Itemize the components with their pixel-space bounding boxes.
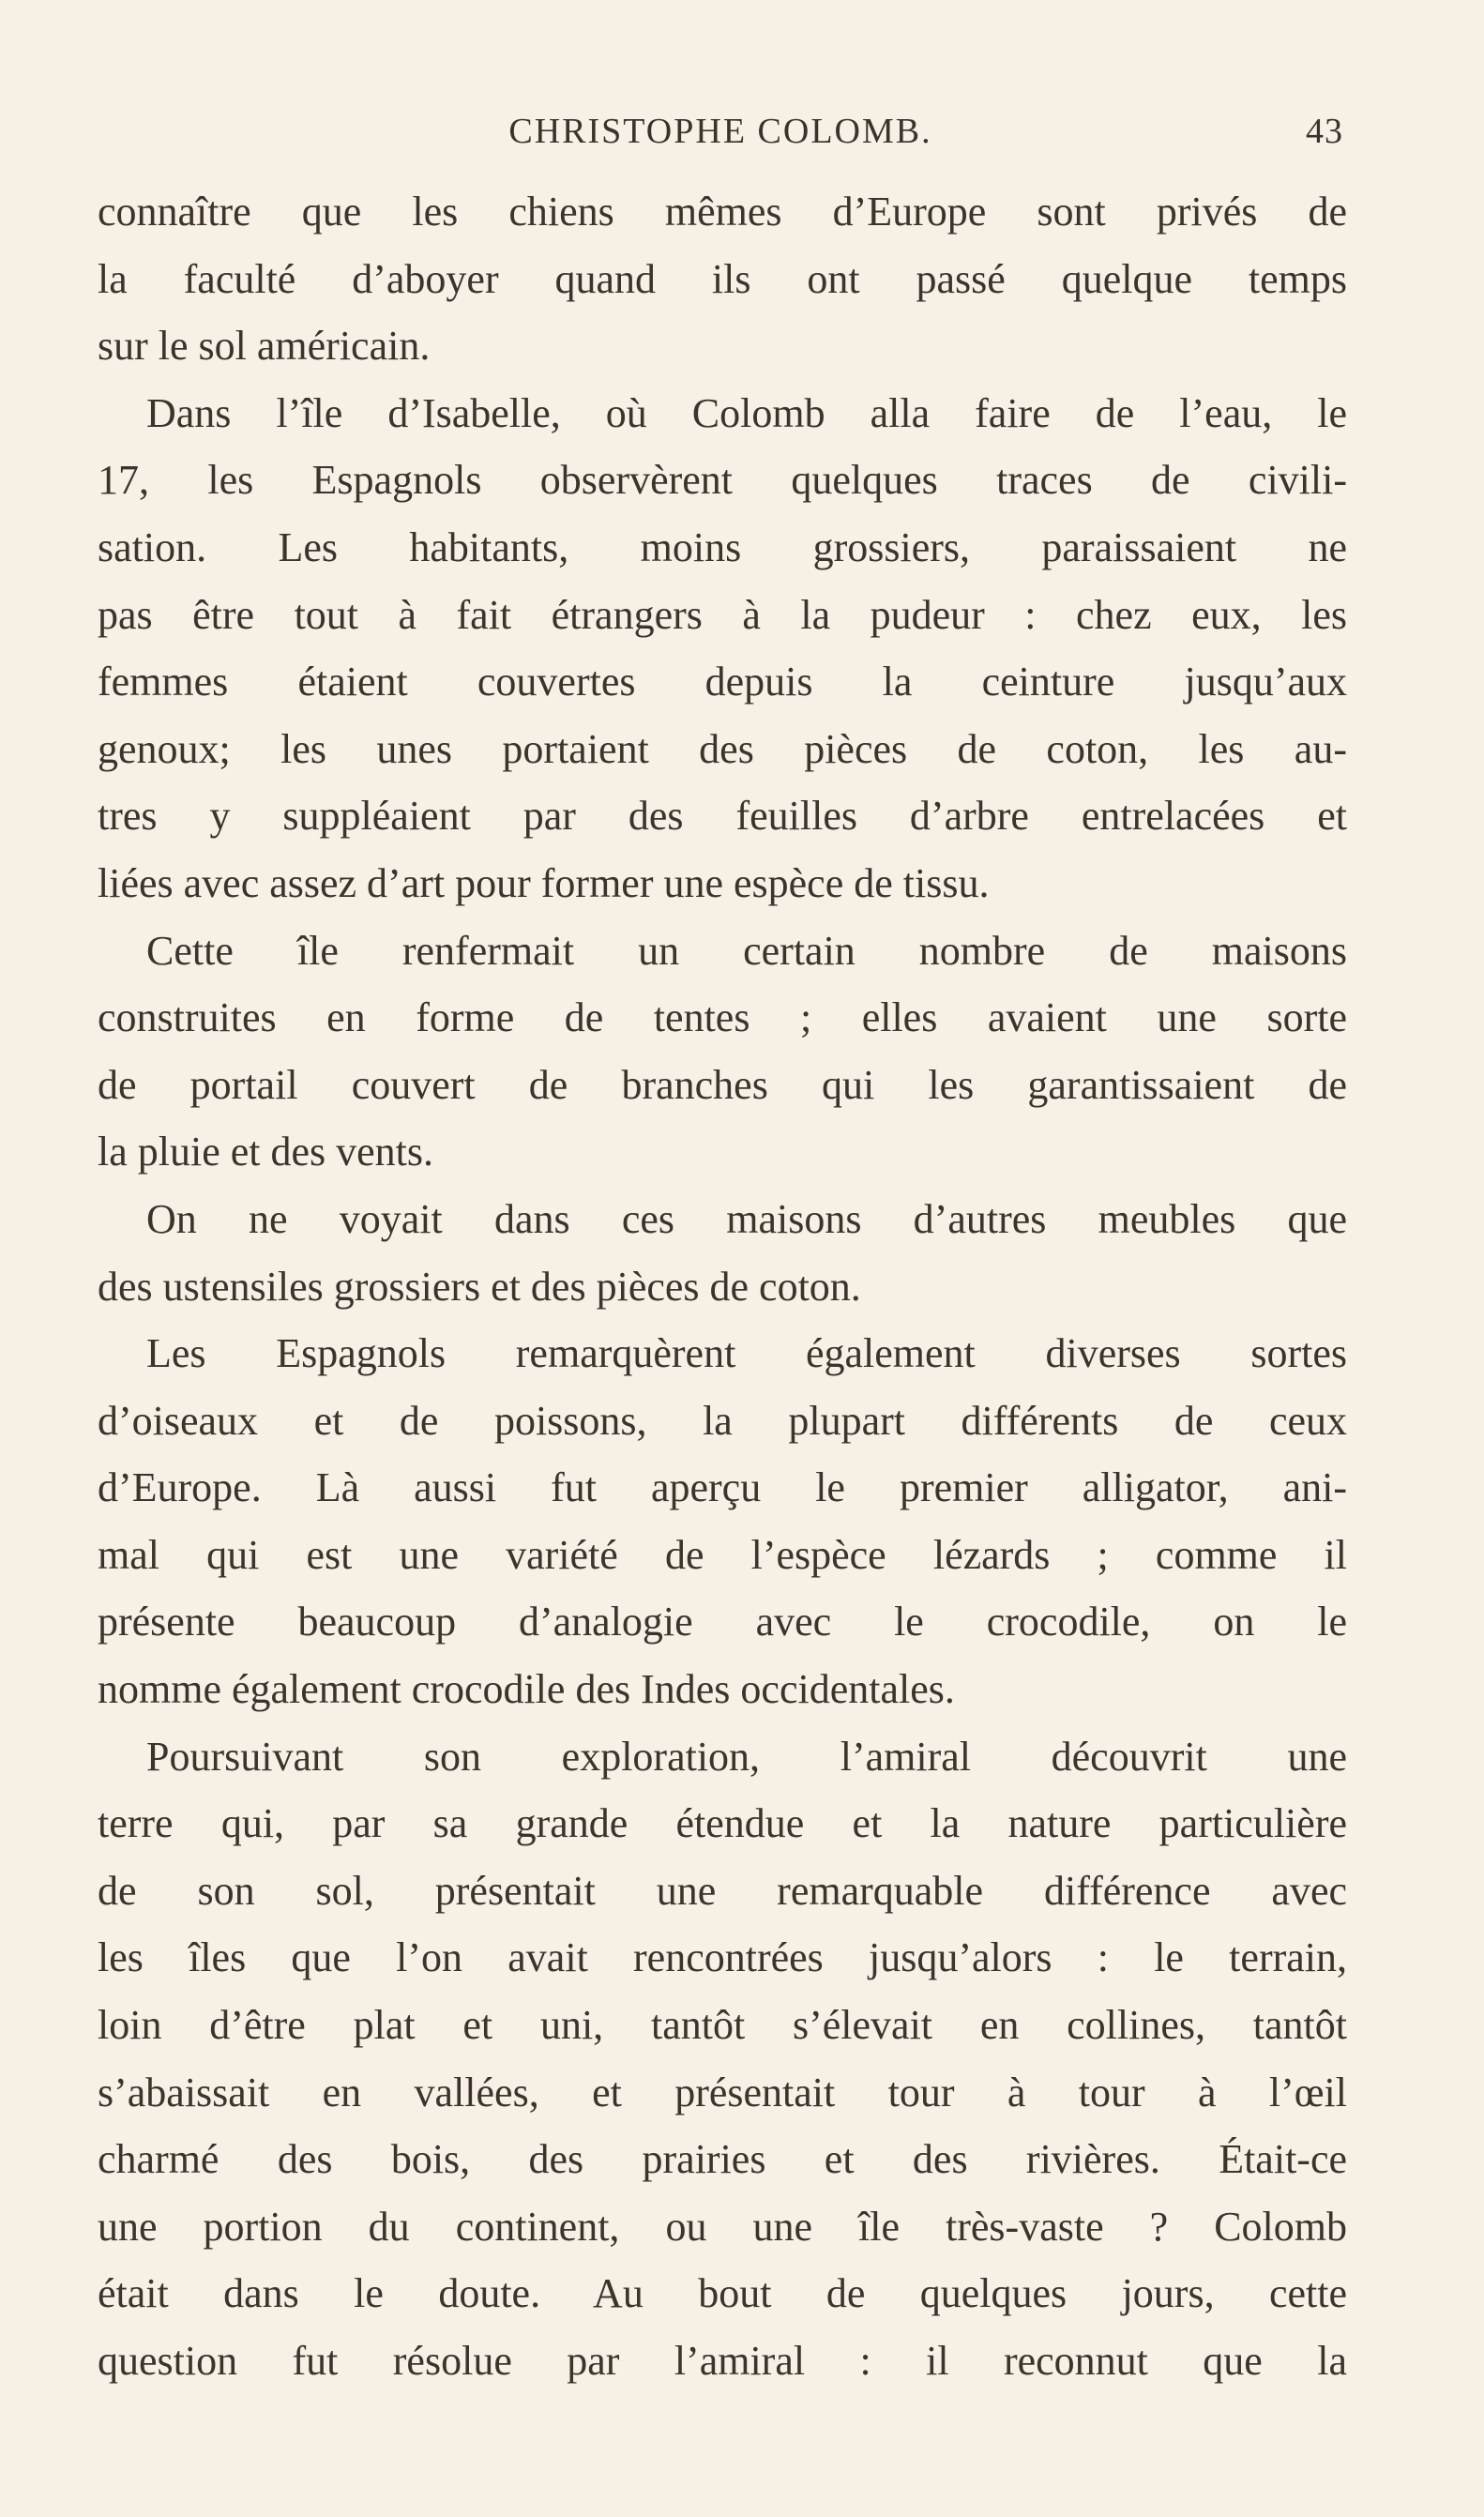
text-line: de son sol, présentait une remarquable différence avec: [98, 1867, 1347, 1914]
text-line: femmes étaient couvertes depuis la ceinture jusqu’aux: [98, 659, 1347, 705]
text-line: s’abaissait en vallées, et présentait tour à tour à l’œil: [98, 2069, 1347, 2115]
text-line: construites en forme de tentes ; elles avaient une sorte: [98, 994, 1347, 1041]
text-line: charmé des bois, des prairies et des rivières. Était-ce: [98, 2136, 1347, 2183]
text-line: Poursuivant son exploration, l’amiral découvrit une: [146, 1733, 1347, 1780]
text-line: terre qui, par sa grande étendue et la nature particulière: [98, 1800, 1347, 1847]
text-line: d’oiseaux et de poissons, la plupart différents de ceux: [98, 1397, 1347, 1444]
text-line: nomme également crocodile des Indes occidentales.: [98, 1666, 955, 1713]
text-line: les îles que l’on avait rencontrées jusqu’alors : le terrain,: [98, 1934, 1347, 1981]
text-line: sur le sol américain.: [98, 323, 431, 370]
page-number: 43: [1306, 112, 1343, 151]
text-line: Les Espagnols remarquèrent également diverses sortes: [146, 1330, 1347, 1377]
text-line: était dans le doute. Au bout de quelques jours, cette: [98, 2270, 1347, 2317]
text-line: genoux; les unes portaient des pièces de coton, les au-: [98, 725, 1347, 772]
text-line: On ne voyait dans ces maisons d’autres meubles que: [146, 1195, 1347, 1242]
text-line: une portion du continent, ou une île très-vaste ? Colomb: [98, 2203, 1347, 2250]
text-line: question fut résolue par l’amiral : il reconnut que la: [98, 2338, 1347, 2384]
text-line: présente beaucoup d’analogie avec le crocodile, on le: [98, 1599, 1347, 1645]
text-line: de portail couvert de branches qui les garantissaient de: [98, 1061, 1347, 1108]
running-title: CHRISTOPHE COLOMB.: [508, 112, 932, 151]
text-line: 17, les Espagnols observèrent quelques traces de civili-: [98, 457, 1347, 504]
text-line: connaître que les chiens mêmes d’Europe sont privés de: [98, 189, 1347, 235]
text-line: sation. Les habitants, moins grossiers, paraissaient ne: [98, 523, 1347, 570]
text-line: Cette île renfermait un certain nombre de maisons: [146, 927, 1347, 974]
body-text: [98, 178, 1347, 2395]
text-line: Dans l’île d’Isabelle, où Colomb alla faire de l’eau, le: [146, 389, 1347, 436]
text-line: la pluie et des vents.: [98, 1129, 434, 1175]
page-header: [98, 111, 1343, 167]
text-line: mal qui est une variété de l’espèce lézards ; comme il: [98, 1531, 1347, 1578]
text-line: d’Europe. Là aussi fut aperçu le premier alligator, ani-: [98, 1464, 1347, 1511]
text-line: tres y suppléaient par des feuilles d’arbre entrelacées et: [98, 793, 1347, 840]
text-line: loin d’être plat et uni, tantôt s’élevait en collines, tantôt: [98, 2002, 1347, 2049]
text-line: la faculté d’aboyer quand ils ont passé quelque temps: [98, 255, 1347, 302]
text-line: liées avec assez d’art pour former une espèce de tissu.: [98, 859, 990, 906]
text-line: des ustensiles grossiers et des pièces de coton.: [98, 1263, 861, 1310]
text-line: pas être tout à fait étrangers à la pudeur : chez eux, les: [98, 591, 1347, 638]
